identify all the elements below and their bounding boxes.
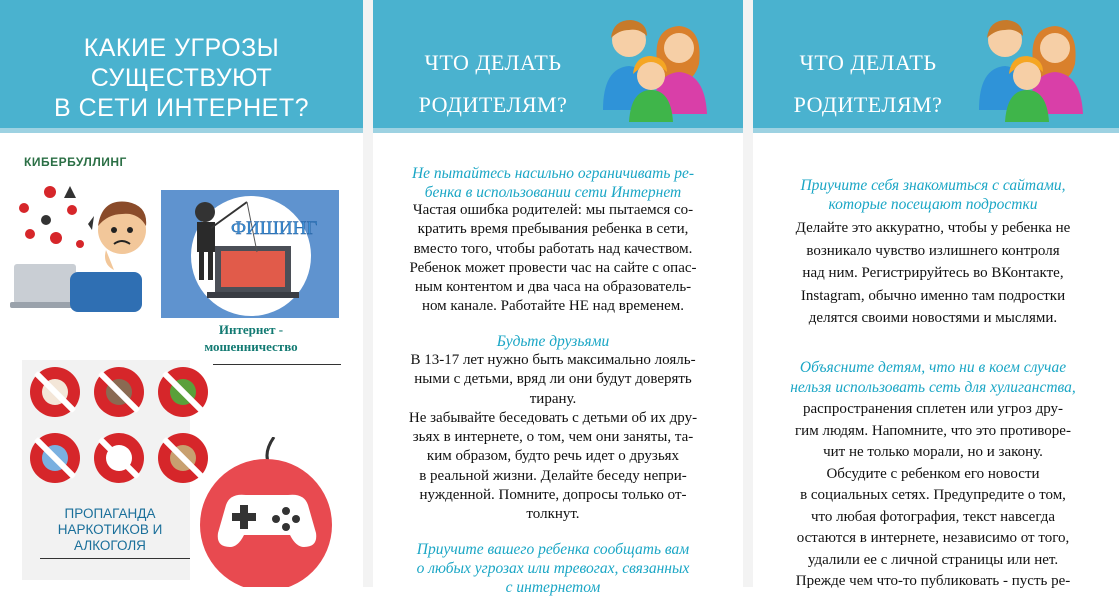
family-icon <box>595 10 713 122</box>
column-parents-1 <box>373 0 743 596</box>
column-threats <box>0 0 363 587</box>
no-pills-badge <box>30 433 80 483</box>
parents-banner <box>373 0 743 128</box>
section-text: распространения сплетен или угроз дру- гим людям. Напомните, что это противоре- чит не только морали, но и закону. Обсудите с ребенком его новости в социальных сетях. Предупредите о том, что любая фотография, текст навсегда остаются в интернете, независимо от того, удалили ее с личной страницы или нет. Прежде чем что-то публиковать - пусть ре- <box>795 401 1071 589</box>
section-heading: Приучите вашего ребенка сообщать вам о любых угрозах или тревогах, связанных с интернетом <box>416 541 690 596</box>
no-smoking-badge <box>94 367 144 417</box>
parents-banner <box>753 0 1119 128</box>
phishing-illustration <box>161 190 339 318</box>
section-heading: Приучите себя знакомиться с сайтами, которые посещают подростки <box>800 177 1066 213</box>
threats-banner <box>0 0 363 128</box>
family-icon <box>971 10 1089 122</box>
fraud-caption: Интернет - мошенничество <box>204 322 298 354</box>
no-drugs-badge <box>30 367 80 417</box>
cyberbullying-label: КИБЕРБУЛЛИНГ <box>24 155 127 169</box>
propaganda-rule <box>40 558 190 559</box>
section-heading: Не пытайтесь насильно ограничивать ре- бенка в использовании сети Интернет <box>411 165 695 201</box>
parents-banner-title: ЧТО ДЕЛАТЬ РОДИТЕЛЯМ? <box>793 50 943 117</box>
threats-banner-title: КАКИЕ УГРОЗЫ СУЩЕСТВУЮТ В СЕТИ ИНТЕРНЕТ? <box>53 34 310 122</box>
cyberbullying-illustration <box>10 180 160 320</box>
parents-banner-title: ЧТО ДЕЛАТЬ РОДИТЕЛЯМ? <box>418 50 568 117</box>
gamepad-illustration <box>200 437 340 587</box>
column-parents-2 <box>753 0 1119 587</box>
fraud-rule <box>213 364 341 365</box>
section-text: Делайте это аккуратно, чтобы у ребенка не возникало чувство излишнего контроля над ним. Регистрируйтесь во ВКонтакте, Instagram, обычно именно там подростки делятся своими новостями и мыслями. <box>795 220 1071 326</box>
column-divider <box>363 0 373 587</box>
no-capsules-badge <box>94 433 144 483</box>
column-divider <box>743 0 753 587</box>
section-text: Частая ошибка родителей: мы пытаемся со- кратить время пребывания ребенка в сети, вместо того, чтобы работать над качеством. Ребенок может провести час на сайте с опас- ным контентом и два часа на образователь- ном канале. Работайте НЕ над временем. <box>409 202 697 315</box>
section-heading: Объясните детям, что ни в коем случае нельзя использовать сеть для хулиганства, <box>790 359 1076 396</box>
laptop-icon <box>14 264 76 304</box>
section-text: В 13-17 лет нужно быть максимально лояль- ными с детьми, вряд ли они будут доверять тирану. Не забывайте беседовать с детьми об их дру- зьях в интернете, о том, чем они заняты, та- ким образом, будто речь идет о друзьях в реальной жизни. Делайте беседу непри- нужденной. Помните, допросы только от- толкнут. <box>408 352 698 523</box>
phishing-label: ФИШИНГ <box>231 218 318 239</box>
section-heading: Будьте друзьями <box>496 333 610 350</box>
no-cannabis-badge <box>158 367 208 417</box>
propaganda-caption: ПРОПАГАНДА НАРКОТИКОВ И АЛКОГОЛЯ <box>57 506 163 553</box>
